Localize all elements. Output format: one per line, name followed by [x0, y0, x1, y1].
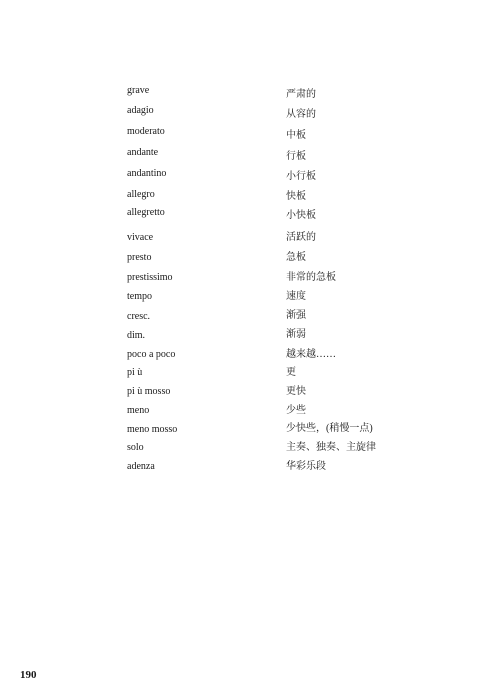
term: dim.: [127, 330, 146, 341]
gloss: 小行板: [286, 171, 316, 182]
gloss: 越来越……: [286, 349, 336, 360]
term: adagio: [127, 105, 154, 116]
term: solo: [127, 442, 144, 453]
term: grave: [127, 85, 150, 96]
term: andante: [127, 147, 159, 158]
gloss: 少快些，(稍慢一点): [286, 423, 373, 434]
term: andantino: [127, 168, 167, 179]
gloss: 小快板: [286, 210, 316, 221]
gloss: 渐弱: [286, 329, 306, 340]
term: tempo: [127, 291, 152, 302]
gloss: 从容的: [286, 109, 316, 120]
term: pi ù: [127, 367, 143, 378]
term: adenza: [127, 461, 155, 472]
gloss: 更快: [286, 386, 306, 397]
term: allegretto: [127, 207, 165, 218]
term: prestissimo: [127, 272, 173, 283]
term: allegro: [127, 189, 155, 200]
gloss: 急板: [286, 252, 306, 263]
gloss: 速度: [286, 291, 306, 302]
term: cresc.: [127, 311, 151, 322]
gloss: 活跃的: [286, 232, 316, 243]
page-number: 190: [20, 669, 37, 681]
gloss: 严肃的: [286, 89, 316, 100]
term: meno mosso: [127, 424, 178, 435]
term: pi ù mosso: [127, 386, 171, 397]
term: presto: [127, 252, 152, 263]
gloss: 少些: [286, 405, 306, 416]
term: poco a poco: [127, 349, 176, 360]
gloss: 华彩乐段: [286, 461, 326, 472]
gloss: 快板: [286, 191, 306, 202]
gloss: 行板: [286, 151, 306, 162]
gloss: 中板: [286, 130, 306, 141]
term: vivace: [127, 232, 154, 243]
gloss: 非常的急板: [286, 272, 336, 283]
term: moderato: [127, 126, 165, 137]
gloss: 渐强: [286, 310, 306, 321]
gloss: 主奏、独奏、主旋律: [286, 442, 376, 453]
gloss: 更: [286, 367, 296, 378]
term: meno: [127, 405, 150, 416]
